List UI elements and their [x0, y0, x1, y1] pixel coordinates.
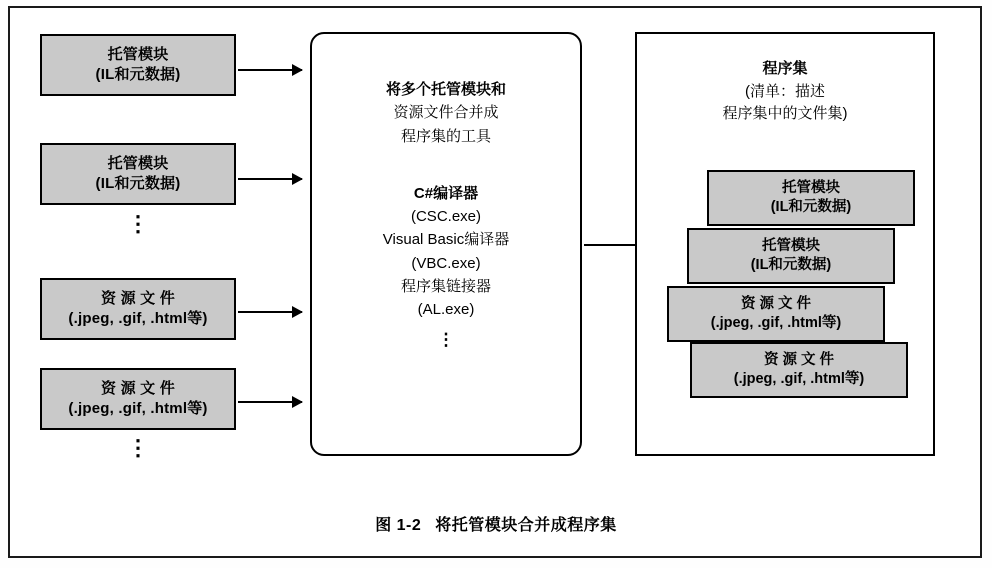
input-box-resource-file-1	[40, 278, 236, 340]
input-box-4-line2: (.jpeg, .gif, .html等)	[68, 400, 208, 417]
input-box-resource-file-2	[40, 368, 236, 430]
figure-caption	[0, 512, 992, 535]
arrow-input-3	[238, 311, 302, 313]
ellipsis-resources-icon: ⋮	[127, 435, 149, 460]
figure-caption-number: 图 1-2	[375, 517, 422, 534]
assembly-item-managed-module-2	[687, 228, 895, 284]
input-box-4-line1: 资 源 文 件	[101, 379, 175, 397]
input-box-2-line2: (IL和元数据)	[95, 175, 181, 192]
assembly-title-line1: 程序集	[762, 60, 808, 77]
assembly-item-managed-module-1	[707, 170, 915, 226]
assembly-item-resource-file-1	[667, 286, 885, 342]
assembly-item-2-line2: (IL和元数据)	[750, 257, 832, 273]
assembly-title-line3: 程序集中的文件集)	[722, 105, 848, 122]
process-tool-1: C#编译器	[413, 184, 479, 202]
assembly-item-2-line1: 托管模块	[762, 238, 820, 255]
arrow-input-4	[238, 401, 302, 403]
ellipsis-tools-icon: ⋮	[437, 330, 455, 350]
assembly-item-4-line2: (.jpeg, .gif, .html等)	[733, 371, 865, 387]
assembly-item-1-line2: (IL和元数据)	[770, 199, 852, 215]
process-tool-4: (VBC.exe)	[411, 254, 481, 272]
assembly-item-4-line1: 资 源 文 件	[763, 352, 835, 369]
ellipsis-modules-icon: ⋮	[127, 211, 149, 236]
arrow-input-2	[238, 178, 302, 180]
assembly-item-3-line2: (.jpeg, .gif, .html等)	[710, 315, 842, 331]
assembly-item-3-line1: 资 源 文 件	[740, 296, 812, 313]
input-box-2-line1: 托管模块	[107, 154, 169, 172]
input-box-3-line1: 资 源 文 件	[101, 289, 175, 307]
process-tool-2: (CSC.exe)	[410, 208, 481, 225]
input-box-managed-module-1	[40, 34, 236, 96]
input-box-managed-module-2	[40, 143, 236, 205]
input-box-1-line2: (IL和元数据)	[95, 66, 181, 83]
assembly-title-line2: (清单：描述	[745, 82, 825, 100]
process-headline-line2: 资源文件合并成	[393, 104, 499, 122]
process-headline-line1: 将多个托管模块和	[385, 81, 506, 98]
process-tool-6: (AL.exe)	[417, 301, 475, 318]
process-tool-5: 程序集链接器	[400, 277, 491, 295]
assembly-item-resource-file-2	[690, 342, 908, 398]
figure-caption-text: 将托管模块合并成程序集	[435, 517, 617, 534]
process-headline-line3: 程序集的工具	[400, 127, 491, 145]
process-box-compiler-tools	[310, 32, 582, 456]
process-tool-3: Visual Basic编译器	[382, 231, 510, 249]
input-box-3-line2: (.jpeg, .gif, .html等)	[68, 310, 208, 327]
assembly-item-1-line1: 托管模块	[782, 180, 840, 197]
arrow-input-1	[238, 69, 302, 71]
input-box-1-line1: 托管模块	[107, 45, 169, 63]
